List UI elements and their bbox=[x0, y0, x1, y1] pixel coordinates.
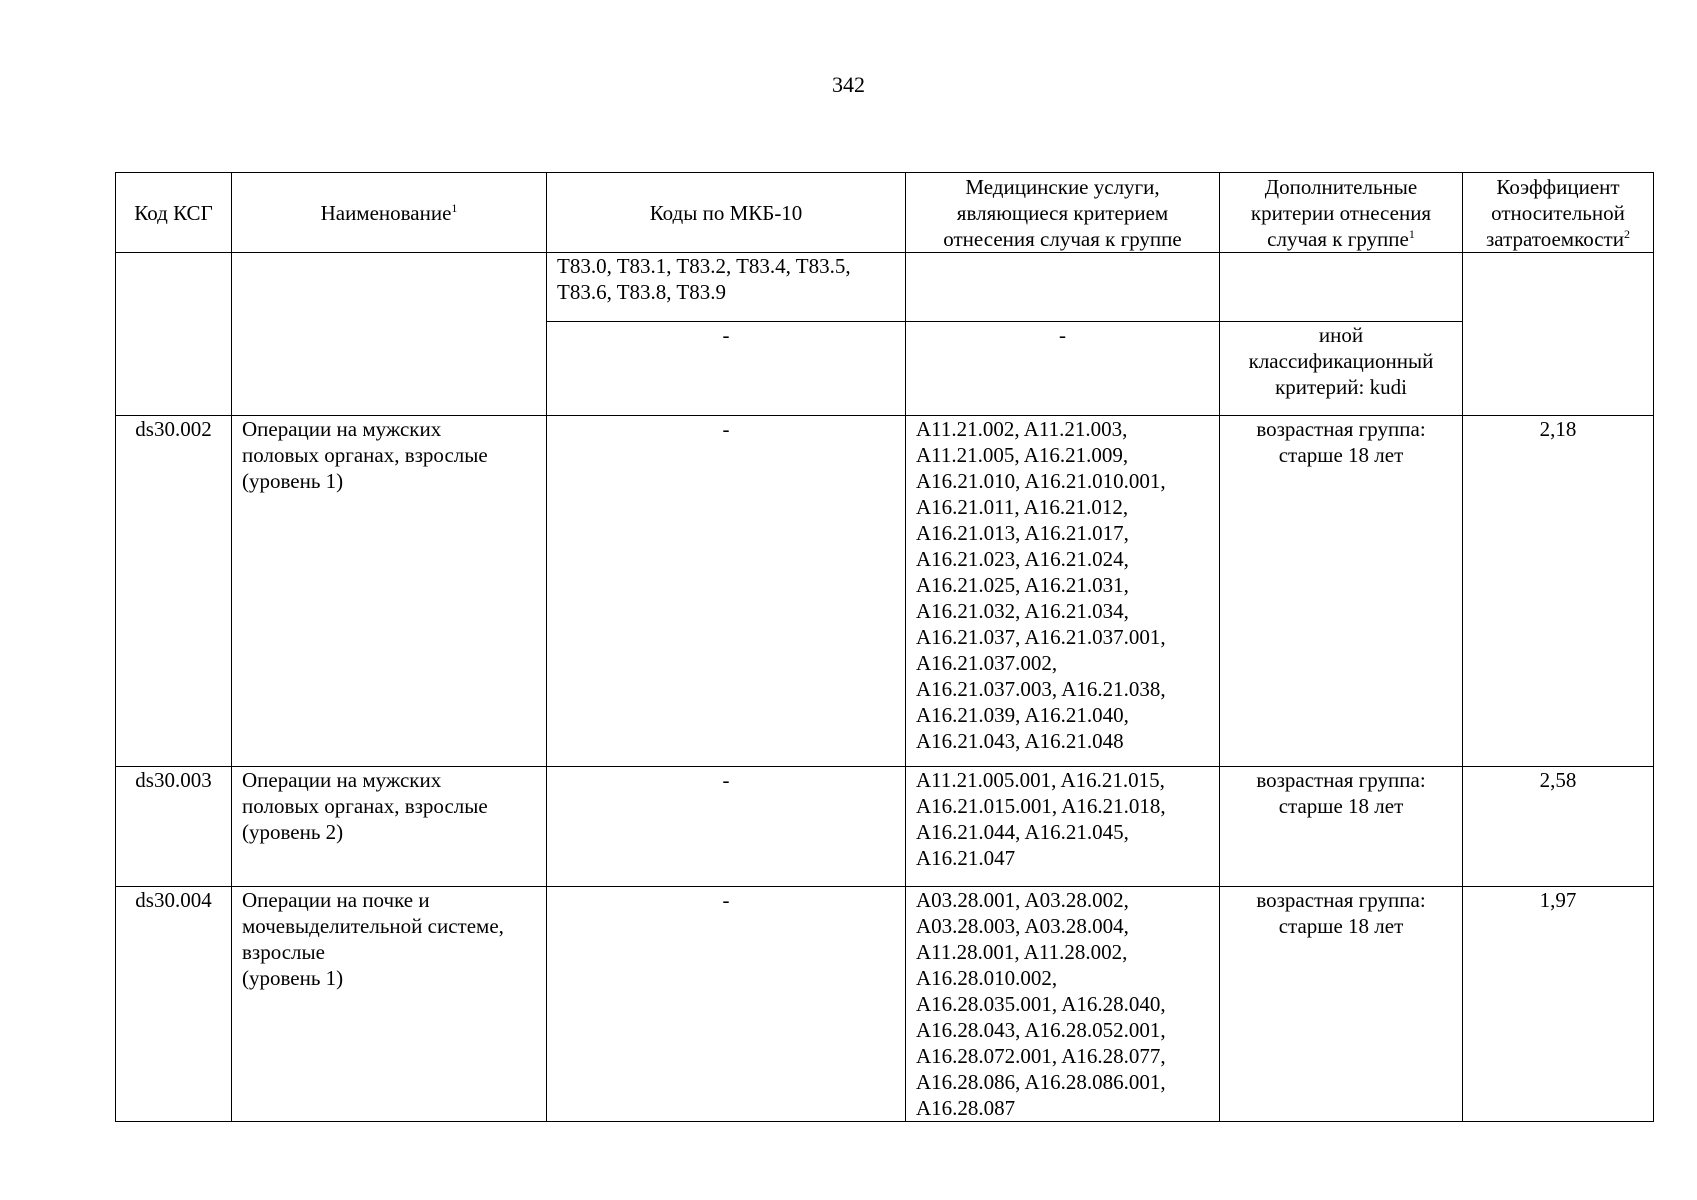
service-line: A16.21.010, A16.21.010.001, bbox=[916, 469, 1166, 493]
service-line: A16.28.035.001, A16.28.040, bbox=[916, 992, 1166, 1016]
cell-name bbox=[232, 253, 547, 416]
header-line: случая к группе$^1$ bbox=[1267, 226, 1415, 251]
cell-code: ds30.003 bbox=[116, 767, 232, 887]
header-line: критерии отнесения bbox=[1250, 200, 1432, 225]
header-line: являющиеся критерием bbox=[956, 200, 1169, 225]
name-line: половых органах, взрослые bbox=[242, 443, 488, 467]
ksg-table bbox=[115, 172, 1654, 1122]
cell-services: - bbox=[906, 322, 1220, 416]
cell-coef: 2,58 bbox=[1463, 767, 1654, 887]
table-row bbox=[116, 253, 1654, 322]
header-coef bbox=[1463, 173, 1654, 253]
footnote-mark: 1 bbox=[451, 200, 458, 215]
cell-code: ds30.004 bbox=[116, 887, 232, 1122]
criteria-line: критерий: kudi bbox=[1275, 375, 1407, 399]
service-line: A16.21.013, A16.21.017, bbox=[916, 521, 1129, 545]
name-line: мочевыделительной системе, bbox=[242, 914, 504, 938]
service-line: A16.21.043, A16.21.048 bbox=[916, 729, 1124, 753]
cell-criteria bbox=[1220, 767, 1463, 887]
criteria-line: старше 18 лет bbox=[1278, 914, 1404, 938]
name-line: Операции на мужских bbox=[242, 417, 442, 441]
service-line: A16.21.032, A16.21.034, bbox=[916, 599, 1129, 623]
header-line: Коэффициент bbox=[1496, 174, 1620, 199]
icd-line: T83.0, T83.1, T83.2, T83.4, T83.5, bbox=[557, 254, 851, 278]
service-line: A11.28.001, A11.28.002, bbox=[916, 940, 1128, 964]
footnote-mark: 1 bbox=[1408, 226, 1415, 241]
cell-icd: - bbox=[547, 416, 906, 767]
cell-criteria bbox=[1220, 253, 1463, 322]
criteria-line: старше 18 лет bbox=[1278, 443, 1404, 467]
criteria-line: старше 18 лет bbox=[1278, 794, 1404, 818]
service-line: A16.21.023, A16.21.024, bbox=[916, 547, 1129, 571]
header-code: Код КСГ bbox=[116, 173, 232, 253]
cell-icd: - bbox=[547, 887, 906, 1122]
criteria-line: возрастная группа: bbox=[1256, 417, 1426, 441]
cell-name bbox=[232, 767, 547, 887]
service-line: A16.21.037, A16.21.037.001, bbox=[916, 625, 1166, 649]
page-number: 342 bbox=[832, 72, 865, 97]
criteria-line: возрастная группа: bbox=[1256, 888, 1426, 912]
service-line: A16.21.025, A16.21.031, bbox=[916, 573, 1129, 597]
cell-services bbox=[906, 253, 1220, 322]
name-line: Операции на почке и bbox=[242, 888, 430, 912]
footnote-mark: 2 bbox=[1623, 226, 1630, 241]
cell-services bbox=[906, 887, 1220, 1122]
criteria-line: возрастная группа: bbox=[1256, 768, 1426, 792]
name-line: взрослые bbox=[242, 940, 325, 964]
header-line: затратоемкости$^2$ bbox=[1486, 226, 1630, 251]
cell-services bbox=[906, 416, 1220, 767]
header-criteria bbox=[1220, 173, 1463, 253]
service-line: A16.21.011, A16.21.012, bbox=[916, 495, 1129, 519]
service-line: A16.28.043, A16.28.052.001, bbox=[916, 1018, 1166, 1042]
criteria-line: классификационный bbox=[1248, 349, 1434, 373]
service-line: A16.21.039, A16.21.040, bbox=[916, 703, 1129, 727]
criteria-line: иной bbox=[1318, 323, 1364, 347]
service-line: A11.21.005.001, A16.21.015, bbox=[916, 768, 1165, 792]
service-line: A16.28.010.002, bbox=[916, 966, 1058, 990]
cell-icd: - bbox=[547, 322, 906, 416]
service-line: A16.28.072.001, A16.28.077, bbox=[916, 1044, 1166, 1068]
cell-icd bbox=[547, 253, 906, 322]
service-line: A16.21.047 bbox=[916, 846, 1016, 870]
service-line: A16.21.037.003, A16.21.038, bbox=[916, 677, 1166, 701]
header-name-label: Наименование bbox=[320, 200, 452, 225]
header-name bbox=[232, 173, 547, 253]
service-line: A03.28.001, A03.28.002, bbox=[916, 888, 1129, 912]
name-line: половых органах, взрослые bbox=[242, 794, 488, 818]
header-line: Медицинские услуги, bbox=[965, 174, 1160, 199]
cell-criteria bbox=[1220, 887, 1463, 1122]
cell-coef bbox=[1463, 253, 1654, 416]
service-line: A03.28.003, A03.28.004, bbox=[916, 914, 1129, 938]
name-line: (уровень 1) bbox=[242, 469, 344, 493]
cell-services bbox=[906, 767, 1220, 887]
service-line: A11.21.002, A11.21.003, bbox=[916, 417, 1128, 441]
cell-coef: 2,18 bbox=[1463, 416, 1654, 767]
table-row bbox=[116, 767, 1654, 887]
table-header-row bbox=[116, 173, 1654, 253]
cell-code bbox=[116, 253, 232, 416]
service-line: A16.21.037.002, bbox=[916, 651, 1058, 675]
header-services bbox=[906, 173, 1220, 253]
cell-criteria bbox=[1220, 322, 1463, 416]
header-line: отнесения случая к группе bbox=[943, 226, 1182, 251]
cell-code: ds30.002 bbox=[116, 416, 232, 767]
service-line: A16.21.015.001, A16.21.018, bbox=[916, 794, 1166, 818]
cell-coef: 1,97 bbox=[1463, 887, 1654, 1122]
header-line: относительной bbox=[1491, 200, 1625, 225]
icd-line: T83.6, T83.8, T83.9 bbox=[557, 280, 726, 304]
service-line: A16.28.087 bbox=[916, 1096, 1016, 1120]
cell-name bbox=[232, 887, 547, 1122]
cell-criteria bbox=[1220, 416, 1463, 767]
name-line: (уровень 2) bbox=[242, 820, 344, 844]
header-line: Дополнительные bbox=[1264, 174, 1418, 199]
cell-icd: - bbox=[547, 767, 906, 887]
service-line: A16.21.044, A16.21.045, bbox=[916, 820, 1129, 844]
header-icd: Коды по МКБ-10 bbox=[547, 173, 906, 253]
cell-name bbox=[232, 416, 547, 767]
service-line: A16.28.086, A16.28.086.001, bbox=[916, 1070, 1166, 1094]
service-line: A11.21.005, A16.21.009, bbox=[916, 443, 1129, 467]
name-line: Операции на мужских bbox=[242, 768, 442, 792]
table-row bbox=[116, 416, 1654, 767]
name-line: (уровень 1) bbox=[242, 966, 344, 990]
table-row bbox=[116, 887, 1654, 1122]
